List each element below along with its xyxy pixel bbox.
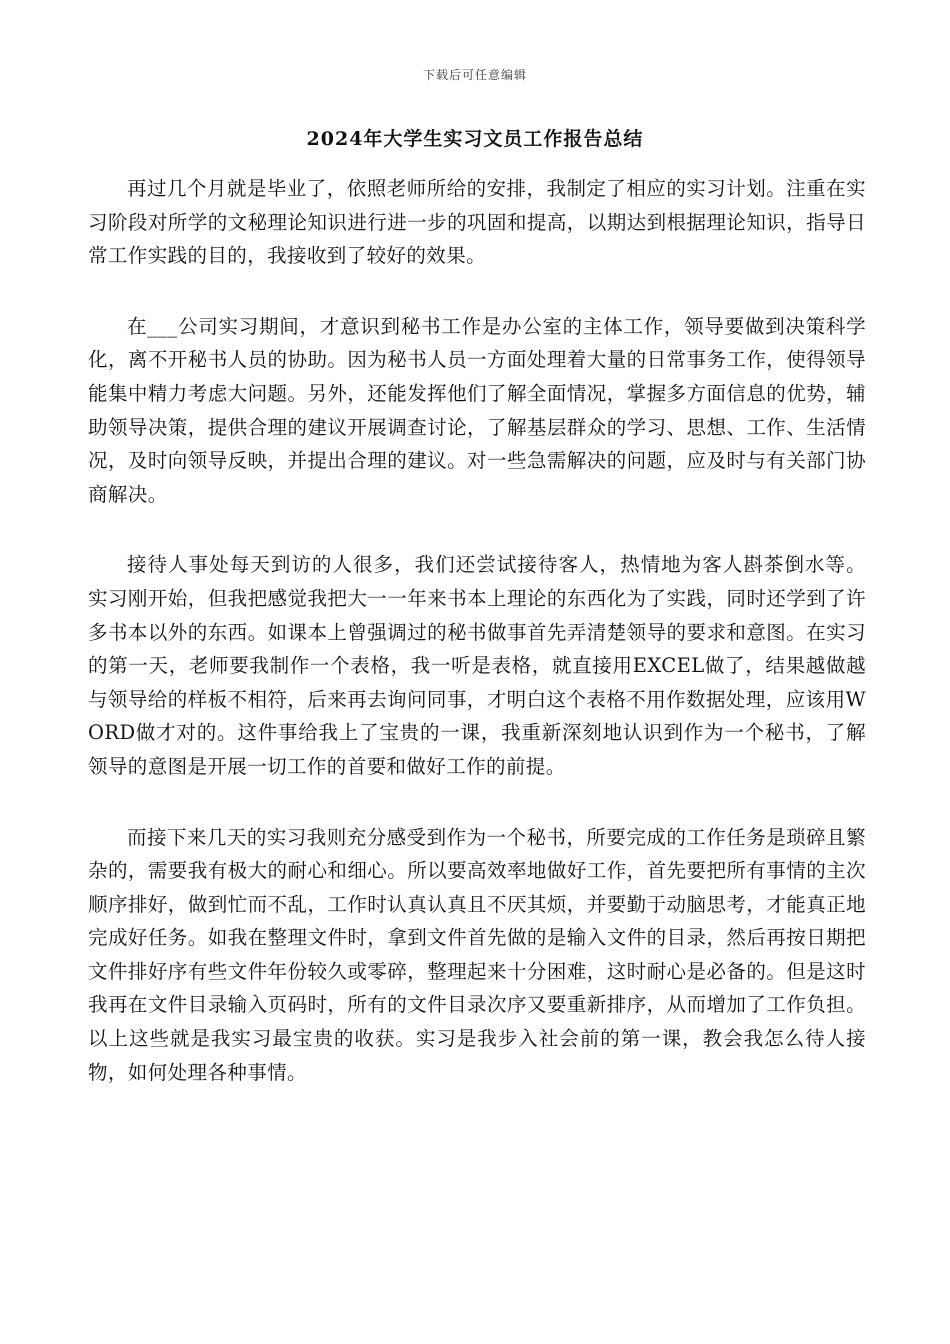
paragraph-3: 接待人事处每天到访的人很多，我们还尝试接待客人，热情地为客人斟茶倒水等。 实习刚开始，但我把感觉我把大一一年来书本上理论的东西化为了实践，同时还学到了许多书本以外的东西。如课本上曾强调过的秘书做事首先弄清楚领导的要求和意图。在实习的第一天，老师要我制作一个表格，我一听是表格，就直接用EXCEL做了，结果越做越与领导给的样板不相符，后来再去询问同事，才明白这个表格不用作数据处理，应该用WORD做才对的。这件事给我上了宝贵的一课，我重新深刻地认识到作为一个秘书，了解领导的意图是开展一切工作的首要和做好工作的前提。 (88, 553, 866, 778)
document-body (88, 172, 866, 1126)
paragraph-4: 而接下来几天的实习我则充分感受到作为一个秘书，所要完成的工作任务是琐碎且繁杂的，需要我有极大的耐心和细心。所以要高效率地做好工作，首先要把所有事情的主次顺序排好，做到忙而不乱，工作时认真认真且不厌其烦，并要勤于动脑思考，才能真正地完成好任务。如我在整理文件时，拿到文件首先做的是输入文件的目录，然后再按日期把文件排好序有些文件年份较久或零碎，整理起来十分困难，这时耐心是必备的。但是这时我再在文件目录输入页码时，所有的文件目录次序又要重新排序，从而增加了工作负担。 以上这些就是我实习最宝贵的收获。实习是我步入社会前的第一课，教会我怎么待人接物，如何处理各种事情。 (88, 825, 866, 1084)
paragraph-2: 在___公司实习期间，才意识到秘书工作是办公室的主体工作，领导要做到决策科学化，离不开秘书人员的协助。因为秘书人员一方面处理着大量的日常事务工作，使得领导能集中精力考虑大问题。另外，还能发挥他们了解全面情况，掌握多方面信息的优势，辅助领导决策，提供合理的建议开展调查讨论，了解基层群众的学习、思想、工作、生活情况，及时向领导反映，并提出合理的建议。对一些急需解决的问题，应及时与有关部门协商解决。 (88, 314, 866, 506)
header-note: 下载后可任意编辑 (422, 68, 527, 82)
paragraph-1: 再过几个月就是毕业了，依照老师所给的安排，我制定了相应的实习计划。注重在实习阶段对所学的文秘理论知识进行进一步的巩固和提高，以期达到根据理论知识，指导日常工作实践的目的，我接收到了较好的效果。 (88, 177, 866, 268)
document-title: 2024年大学生实习文员工作报告总结 (306, 128, 644, 150)
